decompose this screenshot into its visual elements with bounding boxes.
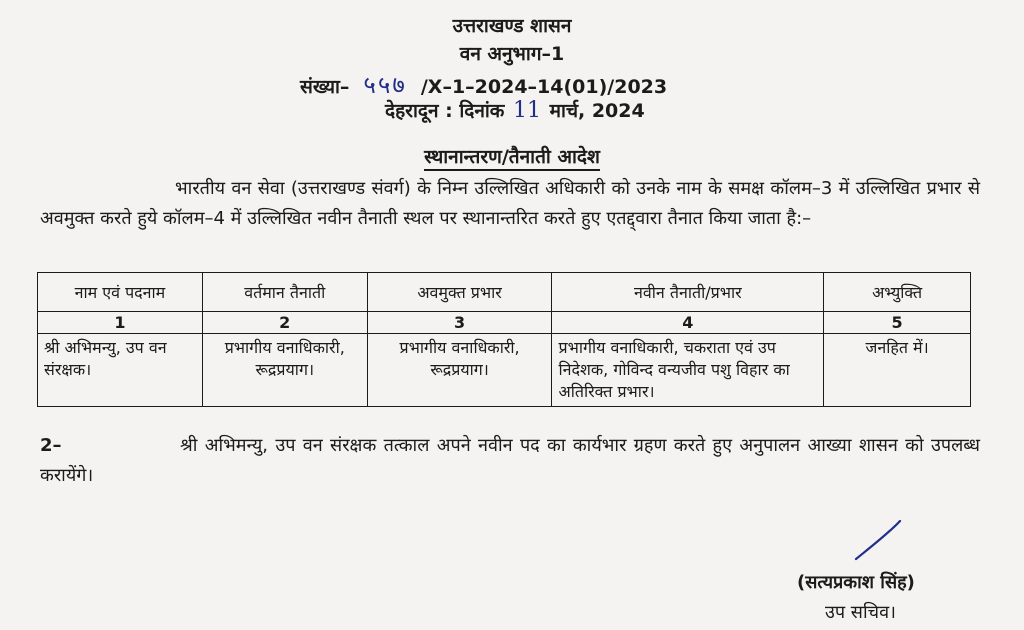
government-heading: उत्तराखण्ड शासन [452,15,572,37]
order-subject [0,143,1024,169]
column-number: 2 [202,312,367,334]
column-number: 1 [38,312,203,334]
header-new-posting: नवीन तैनाती/प्रभार [552,273,824,312]
cell-remarks: जनहित में। [824,334,971,407]
header-remarks: अभ्युक्ति [824,273,971,312]
column-number: 5 [824,312,971,334]
signatory-designation: उप सचिव। [825,602,896,623]
header-relieved-charge: अवमुक्त प्रभार [367,273,552,312]
handwritten-date-day: 11 [513,98,542,123]
signature-stroke [856,521,900,559]
table-row [38,334,971,407]
cell-current-posting: प्रभागीय वनाधिकारी, रूद्रप्रयाग। [202,334,367,407]
handwritten-reference-number: ५५७ [363,71,407,99]
header-name-designation: नाम एवं पदनाम [38,273,203,312]
issue-date [385,97,645,123]
cell-relieved-charge: प्रभागीय वनाधिकारी, रूद्रप्रयाग। [367,334,552,407]
posting-table [37,272,971,407]
date-prefix: देहरादून : दिनांक [385,100,505,122]
signature-mark [850,518,906,562]
cell-new-posting: प्रभागीय वनाधिकारी, चकराता एवं उप निदेशक, गोविन्द वन्यजीव पशु विहार का अतिरिक्त प्रभार। [552,334,824,407]
section-heading: वन अनुभाग–1 [459,43,565,65]
column-number: 3 [367,312,552,334]
date-suffix: मार्च, 2024 [549,100,645,122]
cell-name-designation: श्री अभिमन्यु, उप वन संरक्षक। [38,334,203,407]
paragraph-2 [40,431,980,491]
reference-prefix: संख्या– [300,76,350,98]
column-number: 4 [552,312,824,334]
table-header-row [38,273,971,312]
order-subject-text: स्थानान्तरण/तैनाती आदेश [424,146,600,171]
signatory-name: (सत्यप्रकाश सिंह) [797,572,915,593]
paragraph-2-text: श्री अभिमन्यु, उप वन संरक्षक तत्काल अपने नवीन पद का कार्यभार ग्रहण करते हुए अनुपालन आख्या शासन को उपलब्ध करायेंगे। [40,435,980,486]
paragraph-2-number: 2– [40,435,62,456]
paragraph-1: भारतीय वन सेवा (उत्तराखण्ड संवर्ग) के निम्न उल्लिखित अधिकारी को उनके नाम के समक्ष कॉलम–3 में उल्लिखित प्रभार से अवमुक्त करते हुये कॉलम–4 में उल्लिखित नवीन तैनाती स्थल पर स्थानान्तरित करते हुए एतद्द्वारा तैनात किया जाता है:– [40,178,980,229]
reference-suffix: /X–1–2024–14(01)/2023 [420,76,668,98]
table-column-number-row [38,312,971,334]
header-current-posting: वर्तमान तैनाती [202,273,367,312]
